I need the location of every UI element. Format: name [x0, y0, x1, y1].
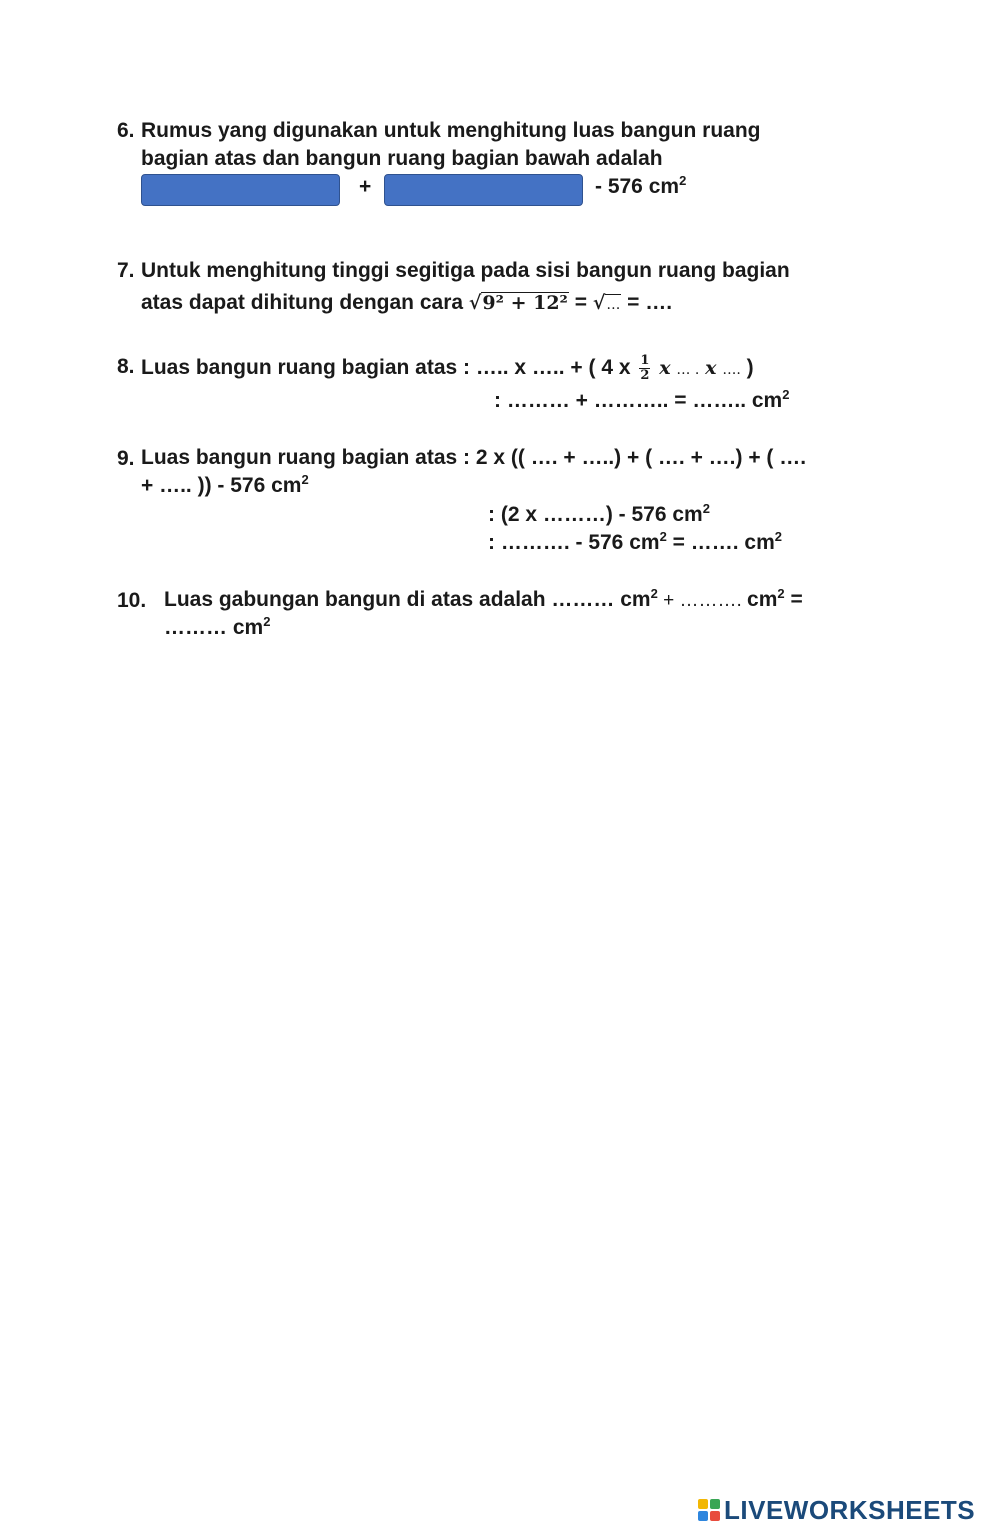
- logo-square-2: [710, 1499, 720, 1509]
- logo-square-4: [710, 1511, 720, 1521]
- q6-sup: 2: [679, 173, 687, 188]
- q8-close: ): [746, 356, 754, 379]
- q7-line1: Untuk menghitung tinggi segitiga pada sisi bangun ruang bagian: [141, 259, 790, 282]
- q8-frac-den: 2: [640, 367, 650, 383]
- q10-sup-1: 2: [650, 586, 658, 601]
- q7-eq2: = ….: [627, 291, 673, 314]
- q9-sup-4: 2: [774, 529, 782, 544]
- q9-line2-text: + ….. )) - 576 cm: [141, 474, 302, 497]
- q7-radicand: 9² + 12²: [482, 292, 568, 314]
- q6-number: 6.: [117, 119, 135, 142]
- q10-number: 10.: [117, 589, 147, 612]
- logo-square-1: [698, 1499, 708, 1509]
- q6-line2: bagian atas dan bangun ruang bagian bawah adalah: [141, 147, 663, 170]
- q9-line4a: : ………. - 576 cm: [488, 531, 660, 554]
- q10-line1d: =: [784, 588, 803, 611]
- liveworksheets-logo-text: LIVEWORKSHEETS: [724, 1494, 976, 1525]
- q9-sup-2: 2: [702, 501, 710, 516]
- q7-sqrt-blank: √…: [592, 292, 621, 314]
- q8-line1-text: Luas bangun ruang bagian atas : ….. x ….. + ( 4 x: [141, 356, 631, 379]
- q6-answer-blank-1[interactable]: [141, 174, 340, 206]
- q9-line4: [488, 529, 782, 557]
- q8-dots2: ….: [722, 362, 741, 378]
- liveworksheets-logo: [698, 1492, 975, 1528]
- q10-line1c: cm: [747, 588, 778, 611]
- q9-sup-1: 2: [301, 472, 309, 487]
- q9-line1: Luas bangun ruang bagian atas : 2 x (( …. + …..) + ( …. + ….) + ( ….: [141, 446, 807, 469]
- q10-line1: [164, 586, 803, 615]
- q8-number: 8.: [117, 355, 135, 378]
- q6-line1: Rumus yang digunakan untuk menghitung luas bangun ruang: [141, 119, 761, 142]
- q7-number: 7.: [117, 259, 135, 282]
- q6-tail: [595, 173, 686, 201]
- q9-number: 9.: [117, 447, 135, 470]
- q7-eq1: =: [574, 291, 587, 314]
- q10-sup-3: 2: [263, 614, 271, 629]
- q10-line2: [164, 614, 270, 642]
- q10-line1b: + ……….: [657, 590, 748, 611]
- q7-line2-text: atas dapat dihitung dengan cara: [141, 291, 464, 314]
- q9-line3: [488, 501, 710, 529]
- q10-line1a: Luas gabungan bangun di atas adalah ……… cm: [164, 588, 651, 611]
- q8-sup: 2: [782, 387, 790, 402]
- q9-line2: [141, 472, 309, 500]
- q8-line2: [494, 387, 789, 415]
- q7-sqrt-expression: √9² + 12²: [468, 292, 568, 314]
- q6-plus: +: [359, 175, 372, 198]
- q6-tail-text: - 576 cm: [595, 175, 680, 198]
- q8-x2: x: [705, 357, 717, 379]
- q9-line3-text: : (2 x ………) - 576 cm: [488, 503, 703, 526]
- q7-line2: [141, 289, 672, 317]
- q9-line4b: = ……. cm: [666, 531, 775, 554]
- q8-line1: [141, 351, 754, 387]
- q6-answer-blank-2[interactable]: [384, 174, 583, 206]
- q8-fraction: [639, 354, 650, 383]
- q8-frac-num: 1: [640, 352, 650, 368]
- q8-dots1: … .: [676, 362, 700, 378]
- liveworksheets-logo-icon: [698, 1499, 720, 1521]
- q8-line2-text: : ……… + ……….. = …….. cm: [494, 389, 783, 412]
- q9-sup-3: 2: [659, 529, 667, 544]
- q8-x1: x: [659, 357, 671, 379]
- q10-line2-text: ……… cm: [164, 616, 264, 639]
- logo-square-3: [698, 1511, 708, 1521]
- q7-radicand2: …: [605, 294, 621, 315]
- q10-sup-2: 2: [777, 586, 785, 601]
